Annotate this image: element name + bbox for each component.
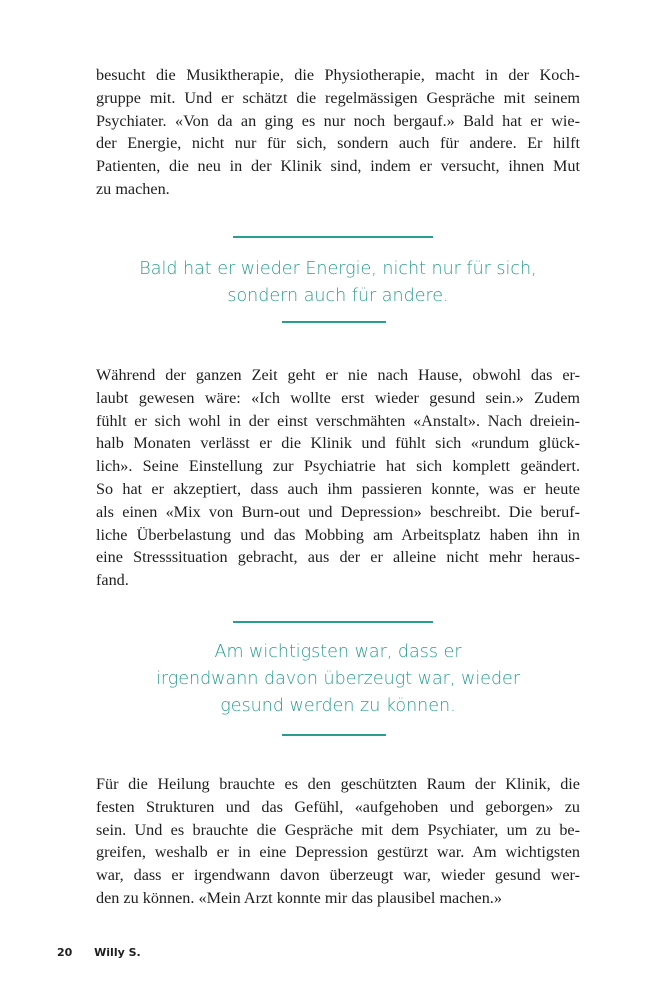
text-line: eine Stresssituation gebracht, aus der er alleine nicht mehr heraus- [96, 548, 580, 567]
text-line: liche Überbelastung und das Mobbing am Arbeitsplatz haben ihn in [96, 525, 580, 544]
pull-quote-rule-bottom [282, 734, 386, 736]
text-line: Für die Heilung brauchte es den geschützten Raum der Klinik, die [96, 775, 580, 793]
pull-quote-line: Am wichtigsten war, dass er [214, 642, 462, 662]
text-line: besucht die Musiktherapie, die Physiotherapie, macht in der Koch- [96, 66, 580, 84]
page-number: 20 [57, 946, 73, 959]
pull-quote-rule-top [233, 236, 433, 238]
text-line: greifen, weshalb er in eine Depression gestürzt war. Am wichtigsten [96, 843, 580, 862]
pull-quote-line: irgendwann davon überzeugt war, wieder [155, 669, 521, 689]
text-line: Während der ganzen Zeit geht er nie nach Hause, obwohl das er- [96, 366, 580, 384]
pull-quote-1 [96, 256, 580, 310]
text-line: sein. Und es brauchte die Gespräche mit dem Psychiater, um zu be- [96, 820, 580, 839]
text-line: halb Monaten verlässt er die Klinik und fühlt sich «rundum glück- [96, 434, 580, 453]
text-line: festen Strukturen und das Gefühl, «aufgehoben und geborgen» zu [96, 797, 580, 816]
pull-quote-rule-bottom [282, 321, 386, 323]
text-line: fand. [96, 571, 129, 590]
text-line: der Energie, nicht nur für sich, sondern auch für andere. Er hilft [96, 134, 580, 153]
text-line: zu machen. [96, 179, 170, 198]
pull-quote-line: Bald hat er wieder Energie, nicht nur für sich, [139, 259, 537, 279]
text-line: Patienten, die neu in der Klinik sind, indem er versucht, ihnen Mut [96, 157, 580, 176]
text-line: lich». Seine Einstellung zur Psychiatrie hat sich komplett geändert. [96, 457, 580, 476]
pull-quote-rule-top [233, 621, 433, 623]
pull-quote-2 [96, 639, 580, 720]
pull-quote-line: sondern auch für andere. [227, 286, 449, 306]
body-paragraph-1 [96, 64, 580, 201]
text-line: laubt gewesen wäre: «Ich wollte erst wieder gesund sein.» Zudem [96, 388, 580, 407]
running-head: Willy S. [94, 946, 141, 959]
pull-quote-line: gesund werden zu können. [220, 696, 456, 716]
text-line: So hat er akzeptiert, dass auch ihm passieren konnte, was er heute [96, 479, 580, 498]
text-line: Psychiater. «Von da an ging es nur noch bergauf.» Bald hat er wie- [96, 111, 580, 130]
body-paragraph-3 [96, 773, 580, 910]
text-line: war, dass er irgendwann davon überzeugt war, wieder gesund wer- [96, 866, 580, 885]
text-line: fühlt er sich wohl in der einst verschmähten «Anstalt». Nach dreiein- [96, 411, 580, 430]
page-footer [57, 946, 141, 959]
text-line: den zu können. «Mein Arzt konnte mir das plausibel machen.» [96, 888, 502, 907]
text-line: gruppe mit. Und er schätzt die regelmässigen Gespräche mit seinem [96, 88, 580, 107]
body-paragraph-2 [96, 364, 580, 592]
text-line: als einen «Mix von Burn-out und Depression» beschreibt. Die beruf- [96, 502, 580, 521]
